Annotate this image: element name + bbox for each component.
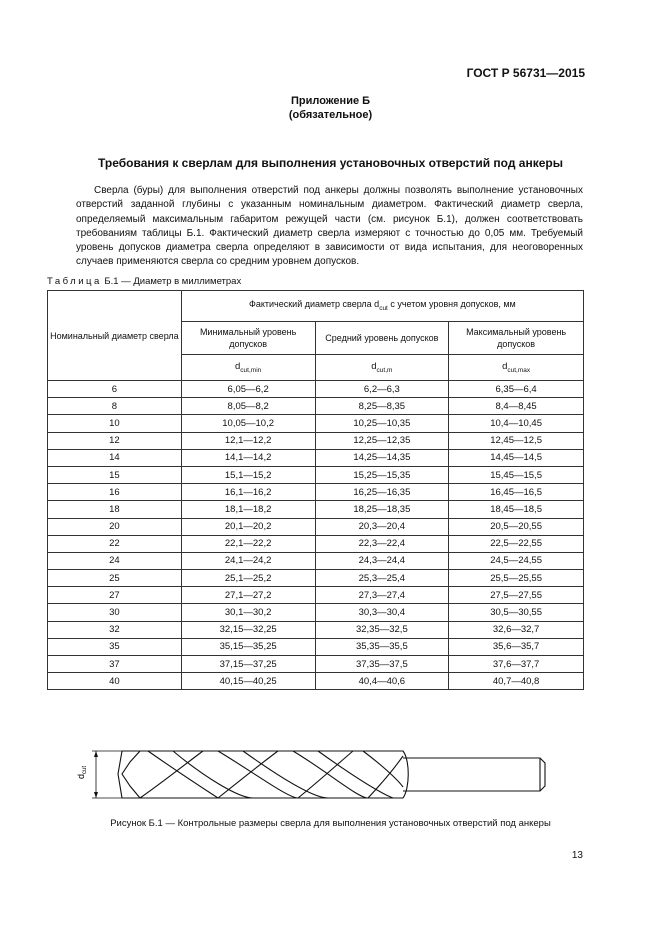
nominal-diameter-cell: 6 — [48, 381, 182, 398]
tolerance-range-cell: 20,5—20,55 — [449, 518, 584, 535]
tolerance-range-cell: 18,1—18,2 — [181, 501, 315, 518]
nominal-diameter-cell: 25 — [48, 570, 182, 587]
tolerance-range-cell: 40,15—40,25 — [181, 673, 315, 690]
nominal-diameter-cell: 37 — [48, 656, 182, 673]
body-paragraph-text: Сверла (буры) для выполнения отверстий под анкеры должны позволять выполнение установочных отверстий заданной глубины с указанным номинальным диаметром. Фактический диаметр сверла, определяемый максимальным габаритом режущей части (см. рисунок Б.1), должен соответствовать требованиям таблицы Б.1. Фактический диаметр сверла измеряют с точностью до 0,05 мм. Требуемый уровень допусков диаметра сверла определяют в зависимости от вида испытания, для неоговоренных случаев применяются сверла со средним уровнем допусков. — [76, 185, 583, 268]
tolerance-range-cell: 30,5—30,55 — [449, 604, 584, 621]
level-header-mid: Средний уровень допусков — [315, 322, 449, 355]
table-caption-rest: Б.1 — Диаметр в миллиметрах — [101, 276, 242, 287]
nominal-diameter-cell: 40 — [48, 673, 182, 690]
tolerance-range-cell: 37,35—37,5 — [315, 656, 449, 673]
standard-header: ГОСТ Р 56731—2015 — [466, 66, 585, 80]
tolerance-range-cell: 35,15—35,25 — [181, 638, 315, 655]
tolerance-range-cell: 6,2—6,3 — [315, 381, 449, 398]
table-row — [48, 535, 584, 552]
tolerance-range-cell: 32,35—32,5 — [315, 621, 449, 638]
tolerance-range-cell: 12,25—12,35 — [315, 432, 449, 449]
table-row — [48, 518, 584, 535]
tolerance-range-cell: 10,05—10,2 — [181, 415, 315, 432]
tolerance-range-cell: 24,5—24,55 — [449, 552, 584, 569]
tolerance-range-cell: 37,6—37,7 — [449, 656, 584, 673]
symbol-min: $d_{cut,min}$ — [181, 355, 315, 381]
nominal-diameter-cell: 32 — [48, 621, 182, 638]
tolerance-range-cell: 15,1—15,2 — [181, 466, 315, 483]
nominal-diameter-cell: 8 — [48, 398, 182, 415]
diameter-table — [47, 290, 584, 690]
tolerance-range-cell: 22,5—22,55 — [449, 535, 584, 552]
nominal-diameter-cell: 22 — [48, 535, 182, 552]
table-row — [48, 484, 584, 501]
appendix-status: (обязательное) — [288, 109, 373, 121]
page-number: 13 — [571, 850, 583, 861]
tolerance-range-cell: 30,1—30,2 — [181, 604, 315, 621]
table-row — [48, 415, 584, 432]
figure-caption: Рисунок Б.1 — Контрольные размеры сверла для выполнения установочных отверстий под анкеры — [110, 818, 551, 829]
tolerance-range-cell: 40,4—40,6 — [315, 673, 449, 690]
tolerance-range-cell: 14,45—14,5 — [449, 449, 584, 466]
tolerance-range-cell: 32,15—32,25 — [181, 621, 315, 638]
drill-figure — [78, 742, 558, 808]
tolerance-range-cell: 6,05—6,2 — [181, 381, 315, 398]
group-header: Фактический диаметр сверла $d_{cut}$ с учетом уровня допусков, мм — [181, 291, 583, 322]
drill-body — [118, 751, 545, 798]
table-row — [48, 466, 584, 483]
table-row — [48, 501, 584, 518]
tolerance-range-cell: 22,1—22,2 — [181, 535, 315, 552]
nominal-diameter-cell: 10 — [48, 415, 182, 432]
tolerance-range-cell: 27,5—27,55 — [449, 587, 584, 604]
nominal-diameter-cell: 20 — [48, 518, 182, 535]
table-row — [48, 673, 584, 690]
nominal-diameter-cell: 27 — [48, 587, 182, 604]
nominal-diameter-cell: 12 — [48, 432, 182, 449]
appendix-name: Приложение Б — [290, 95, 371, 107]
table-row — [48, 432, 584, 449]
tolerance-range-cell: 32,6—32,7 — [449, 621, 584, 638]
tolerance-range-cell: 25,3—25,4 — [315, 570, 449, 587]
tolerance-range-cell: 27,3—27,4 — [315, 587, 449, 604]
dimension-lines — [92, 751, 122, 798]
table-row — [48, 570, 584, 587]
tolerance-range-cell: 15,45—15,5 — [449, 466, 584, 483]
nominal-diameter-cell: 18 — [48, 501, 182, 518]
nominal-diameter-cell: 14 — [48, 449, 182, 466]
table-row — [48, 381, 584, 398]
tolerance-range-cell: 14,1—14,2 — [181, 449, 315, 466]
tolerance-range-cell: 24,3—24,4 — [315, 552, 449, 569]
tolerance-range-cell: 12,1—12,2 — [181, 432, 315, 449]
table-row — [48, 398, 584, 415]
table-row — [48, 587, 584, 604]
tolerance-range-cell: 27,1—27,2 — [181, 587, 315, 604]
table-row — [48, 638, 584, 655]
table-row — [48, 604, 584, 621]
tolerance-range-cell: 15,25—15,35 — [315, 466, 449, 483]
tolerance-range-cell: 10,25—10,35 — [315, 415, 449, 432]
tolerance-range-cell: 24,1—24,2 — [181, 552, 315, 569]
symbol-max: $d_{cut,max}$ — [449, 355, 584, 381]
tolerance-range-cell: 8,4—8,45 — [449, 398, 584, 415]
tolerance-range-cell: 8,25—8,35 — [315, 398, 449, 415]
appendix-heading — [0, 94, 661, 122]
tolerance-range-cell: 16,1—16,2 — [181, 484, 315, 501]
nominal-diameter-cell: 15 — [48, 466, 182, 483]
tolerance-range-cell: 16,25—16,35 — [315, 484, 449, 501]
table-caption-prefix: Таблица — [47, 276, 102, 287]
tolerance-range-cell: 18,45—18,5 — [449, 501, 584, 518]
tolerance-range-cell: 30,3—30,4 — [315, 604, 449, 621]
tolerance-range-cell: 22,3—22,4 — [315, 535, 449, 552]
tolerance-range-cell: 12,45—12,5 — [449, 432, 584, 449]
tolerance-range-cell: 35,35—35,5 — [315, 638, 449, 655]
table-row — [48, 656, 584, 673]
level-header-max: Максимальный уровень допусков — [449, 322, 584, 355]
nominal-diameter-cell: 16 — [48, 484, 182, 501]
section-title: Требования к сверлам для выполнения установочных отверстий под анкеры — [98, 156, 563, 170]
dimension-arrow-bottom — [94, 792, 98, 798]
dimension-arrow-top — [94, 751, 98, 757]
table-row — [48, 621, 584, 638]
tolerance-range-cell: 25,1—25,2 — [181, 570, 315, 587]
tolerance-range-cell: 10,4—10,45 — [449, 415, 584, 432]
tolerance-range-cell: 6,35—6,4 — [449, 381, 584, 398]
dimension-label: $d_{cut}$ — [76, 765, 88, 779]
tolerance-range-cell: 20,3—20,4 — [315, 518, 449, 535]
tolerance-range-cell: 25,5—25,55 — [449, 570, 584, 587]
body-paragraph — [76, 184, 583, 270]
tolerance-range-cell: 37,15—37,25 — [181, 656, 315, 673]
tolerance-range-cell: 35,6—35,7 — [449, 638, 584, 655]
level-header-min: Минимальный уровень допусков — [181, 322, 315, 355]
tolerance-range-cell: 40,7—40,8 — [449, 673, 584, 690]
tolerance-range-cell: 18,25—18,35 — [315, 501, 449, 518]
tolerance-range-cell: 8,05—8,2 — [181, 398, 315, 415]
symbol-mid: $d_{cut,m}$ — [315, 355, 449, 381]
nominal-diameter-cell: 35 — [48, 638, 182, 655]
nominal-diameter-cell: 30 — [48, 604, 182, 621]
col-nominal-header: Номинальный диаметр сверла — [48, 291, 182, 381]
table-row — [48, 552, 584, 569]
tolerance-range-cell: 16,45—16,5 — [449, 484, 584, 501]
table-caption — [47, 276, 241, 287]
tolerance-range-cell: 14,25—14,35 — [315, 449, 449, 466]
tolerance-range-cell: 20,1—20,2 — [181, 518, 315, 535]
nominal-diameter-cell: 24 — [48, 552, 182, 569]
table-row — [48, 449, 584, 466]
